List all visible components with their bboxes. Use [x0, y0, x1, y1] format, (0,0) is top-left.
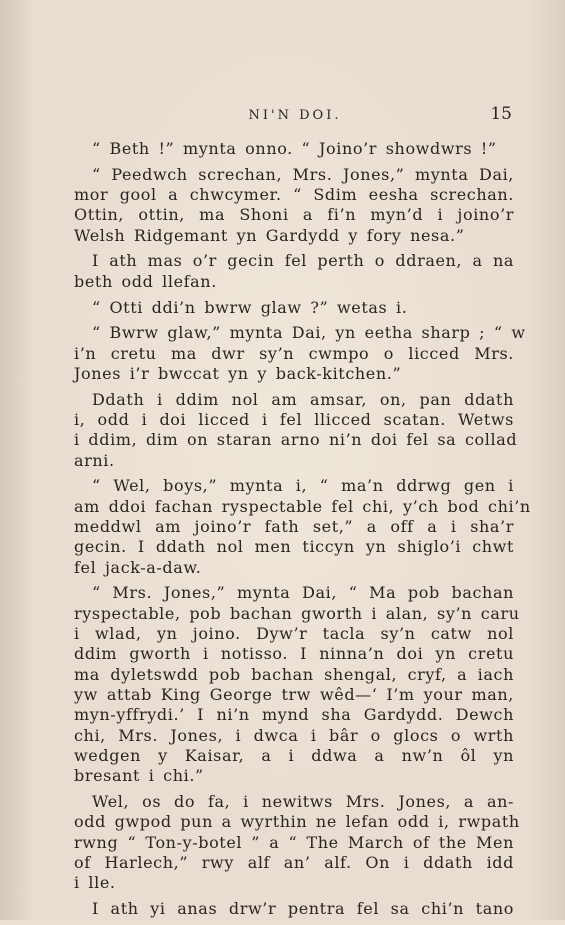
text-line: yw attab King George trw wêd—‘ I’m your man,	[74, 684, 514, 704]
text-line: ma dyletswdd pob bachan shengal, cryf, a iach	[74, 664, 514, 684]
paragraph	[74, 251, 514, 292]
page-header	[78, 104, 512, 126]
text-line: ddim gworth i notisso. I ninna’n doi yn cretu	[74, 644, 514, 664]
paragraph	[74, 139, 514, 159]
text-line: i’n cretu ma dwr sy’n cwmpo o licced Mrs.	[74, 343, 514, 363]
text-line: i, odd i doi licced i fel llicced scatan. Wetws	[74, 410, 514, 430]
text-line: beth odd llefan.	[74, 271, 217, 291]
text-line: “ Beth !” mynta onno. “ Joino’r showdwrs !”	[92, 139, 497, 158]
text-line: bresant i chi.”	[74, 766, 204, 786]
paragraph	[74, 165, 514, 246]
text-line: Ottin, ottin, ma Shoni a fi’n myn’d i joino’r	[74, 205, 514, 225]
text-line: of Harlech,” rwy alf an’ alf. On i ddath idd	[74, 852, 514, 872]
paragraph	[74, 791, 520, 893]
text-line: chi, Mrs. Jones, i dwca i bâr o glocs o wrth	[74, 725, 514, 745]
paragraph	[74, 389, 518, 471]
paragraph	[74, 298, 514, 318]
text-line: wedgen y Kaisar, a i ddwa a nw’n ôl yn	[74, 745, 514, 765]
text-line: Jones i’r bwccat yn y back-kitchen.”	[74, 363, 402, 383]
running-head: NI'N DOI.	[248, 108, 342, 123]
text-line: I ath mas o’r gecin fel perth o ddraen, a na	[92, 251, 514, 271]
text-line: “ Otti ddi’n bwrw glaw ?” wetas i.	[92, 297, 408, 317]
text-line: i lle.	[74, 873, 116, 893]
text-line: ryspectable, pob bachan gworth i alan, sy’n caru	[74, 603, 520, 623]
text-line: Welsh Ridgemant yn Gardydd y fory nesa.”	[74, 225, 465, 245]
text-line: I ath yi anas drw’r pentra fel sa chi’n tano	[92, 898, 514, 918]
text-line: “ Mrs. Jones,” mynta Dai, “ Ma pob bachan	[92, 583, 514, 603]
text-line: i wlad, yn joino. Dyw’r tacla sy’n catw nol	[74, 624, 514, 644]
body-text	[74, 139, 531, 925]
text-line: Ddath i ddim nol am amsar, on, pan ddath	[92, 389, 514, 409]
text-line: myn-yffrydi.’ I ni’n mynd sha Gardydd. Dewch	[74, 705, 514, 725]
text-line: “ Peedwch screchan, Mrs. Jones,” mynta Dai,	[92, 164, 514, 184]
text-line: meddwl am joino’r fath set,” a off a i sha’r	[74, 517, 514, 537]
paragraph	[74, 476, 531, 577]
text-line: “ Wel, boys,” mynta i, “ ma’n ddrwg gen i	[92, 476, 514, 496]
page-number: 15	[490, 104, 512, 124]
text-line: rwng “ Ton-y-botel ” a “ The March of the Men	[74, 832, 514, 852]
paragraph	[74, 323, 526, 384]
text-line: fel jack-a-daw.	[74, 557, 202, 577]
paragraph	[74, 583, 520, 786]
text-line: Wel, os do fa, i newitws Mrs. Jones, a an-	[92, 791, 514, 811]
text-line: odd gwpod pun a wyrthin ne lefan odd i, rwpath	[74, 812, 520, 832]
text-line: arni.	[74, 450, 115, 470]
paragraph	[74, 899, 514, 919]
text-line: “ Bwrw glaw,” mynta Dai, yn eetha sharp ; “ w	[92, 323, 526, 343]
text-line: mor gool a chwcymer. “ Sdim eesha screchan.	[74, 185, 514, 205]
text-line: am ddoi fachan ryspectable fel chi, y’ch bod chi’n	[74, 496, 531, 516]
text-line: gecin. I ddath nol men ticcyn yn shiglo’i chwt	[74, 537, 514, 557]
text-line: i ddim, dim on staran arno ni’n doi fel sa collad	[74, 430, 518, 450]
